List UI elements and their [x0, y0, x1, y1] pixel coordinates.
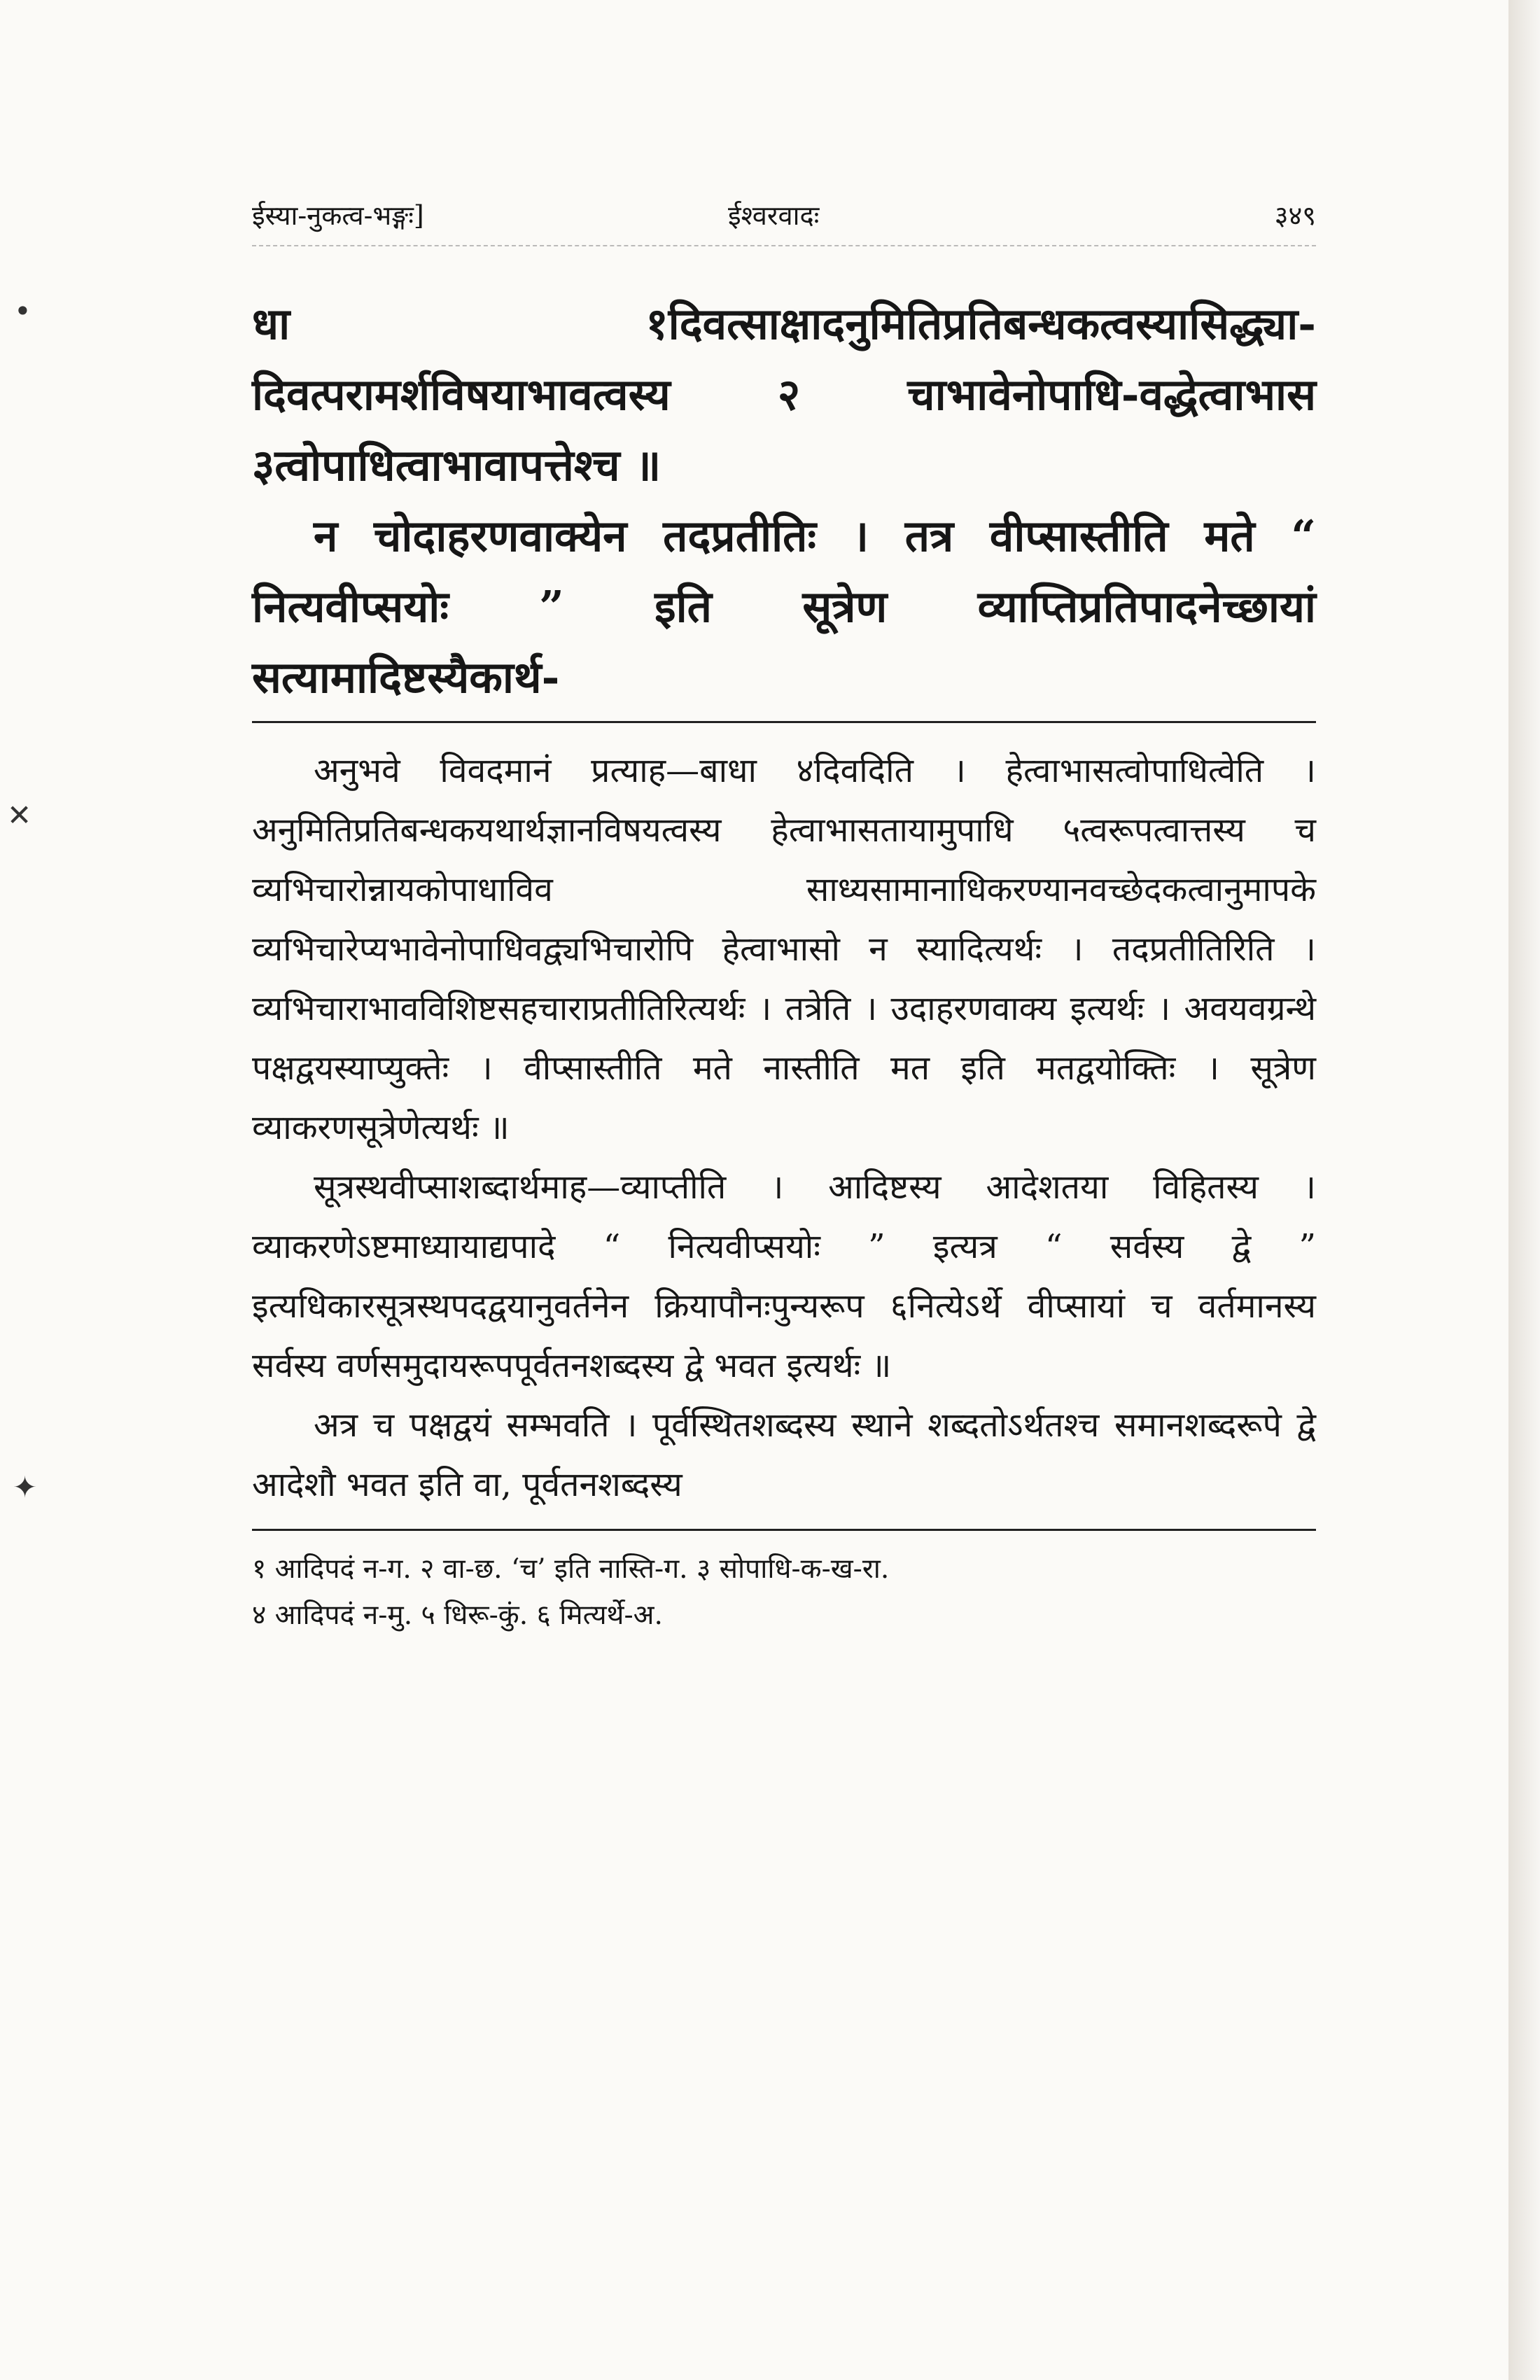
footnote-row: ४ आदिपदं न-मु. ५ धिरू-कुं. ६ मित्यर्थे-अ. — [252, 1600, 663, 1631]
main-paragraph: न चोदाहरणवाक्येन तदप्रतीतिः । तत्र वीप्सास्तीति मते “ नित्यवीप्सयोः ” इति सूत्रेण व्याप्तिप्रतिपादनेच्छायां सत्यामादिष्टस्यैकार्थ- — [252, 510, 1316, 703]
header-rule — [252, 245, 1316, 259]
footnote-divider — [252, 1529, 1316, 1531]
commentary-paragraph: सूत्रस्थवीप्साशब्दार्थमाह—व्याप्तीति । आदिष्टस्य आदेशतया विहितस्य । व्याकरणेऽष्टमाध्यायाद्यपादे “ नित्यवीप्सयोः ” इत्यत्र “ सर्वस्य द्वे ” इत्यधिकारसूत्रस्थपदद्वयानुवर्तनेन क्रियापौनःपुन्यरूप ६नित्येऽर्थे वीप्सायां च वर्तमानस्य सर्वस्य वर्णसमुदायरूपपूर्वतनशब्दस्य द्वे भवत इत्यर्थः ॥ — [252, 1168, 1316, 1385]
page-edge-shadow — [1508, 0, 1540, 2380]
commentary-text — [252, 741, 1316, 1515]
left-margin-mark: ✕ — [7, 798, 32, 832]
commentary-paragraph: अत्र च पक्षद्वयं सम्भवति । पूर्वस्थितशब्दस्य स्थाने शब्दतोऽर्थतश्च समानशब्दरूपे द्वे आदेशौ भवत इति वा, पूर्वतनशब्दस्य — [252, 1406, 1316, 1504]
page-number: ३४९ — [1274, 200, 1316, 231]
main-sanskrit-text — [252, 288, 1316, 713]
header-center-title: ईश्वरवादः — [728, 200, 820, 231]
header-left-title: ईस्या-नुकत्व-भङ्गः] — [252, 200, 424, 231]
left-margin-mark: • — [14, 294, 31, 328]
commentary-paragraph: अनुभवे विवदमानं प्रत्याह—बाधा ४दिवदिति । हेत्वाभासत्वोपाधित्वेति । अनुमितिप्रतिबन्धकयथार्थज्ञानविषयत्वस्य हेत्वाभासतायामुपाधि ५त्वरूपत्वात्तस्य च व्यभिचारोन्नायकोपाधाविव साध्यसामानाधिकरण्यानवच्छेदकत्वानुमापके व्यभिचारेप्यभावेनोपाधिवद्व्यभिचारोपि हेत्वाभासो न स्यादित्यर्थः । तदप्रतीतिरिति । व्यभिचाराभावविशिष्टसहचाराप्रतीतिरित्यर्थः । तत्रेति । उदाहरणवाक्य इत्यर्थः । अवयवग्रन्थे पक्षद्वयस्याप्युक्तेः । वीप्सास्तीति मते नास्तीति मत इति मतद्वयोक्तिः । सूत्रेण व्याकरणसूत्रेणेत्यर्थः ॥ — [252, 751, 1316, 1147]
commentary-divider — [252, 721, 1316, 723]
footnote-row: १ आदिपदं न-ग. २ वा-छ. ‘च’ इति नास्ति-ग. ३ सोपाधि-क-ख-रा. — [252, 1553, 890, 1585]
main-paragraph: धा १दिवत्साक्षादनुमितिप्रतिबन्धकत्वस्यासिद्ध्या-दिवत्परामर्शविषयाभावत्वस्य २ चाभावेनोपाधि-वद्धेत्वाभास ३त्वोपाधित्वाभावापत्तेश्च ॥ — [252, 298, 1316, 491]
page-content — [252, 182, 1316, 1639]
running-header — [252, 182, 1316, 245]
footnotes — [252, 1546, 1316, 1639]
left-margin-mark: ✦ — [13, 1470, 38, 1504]
